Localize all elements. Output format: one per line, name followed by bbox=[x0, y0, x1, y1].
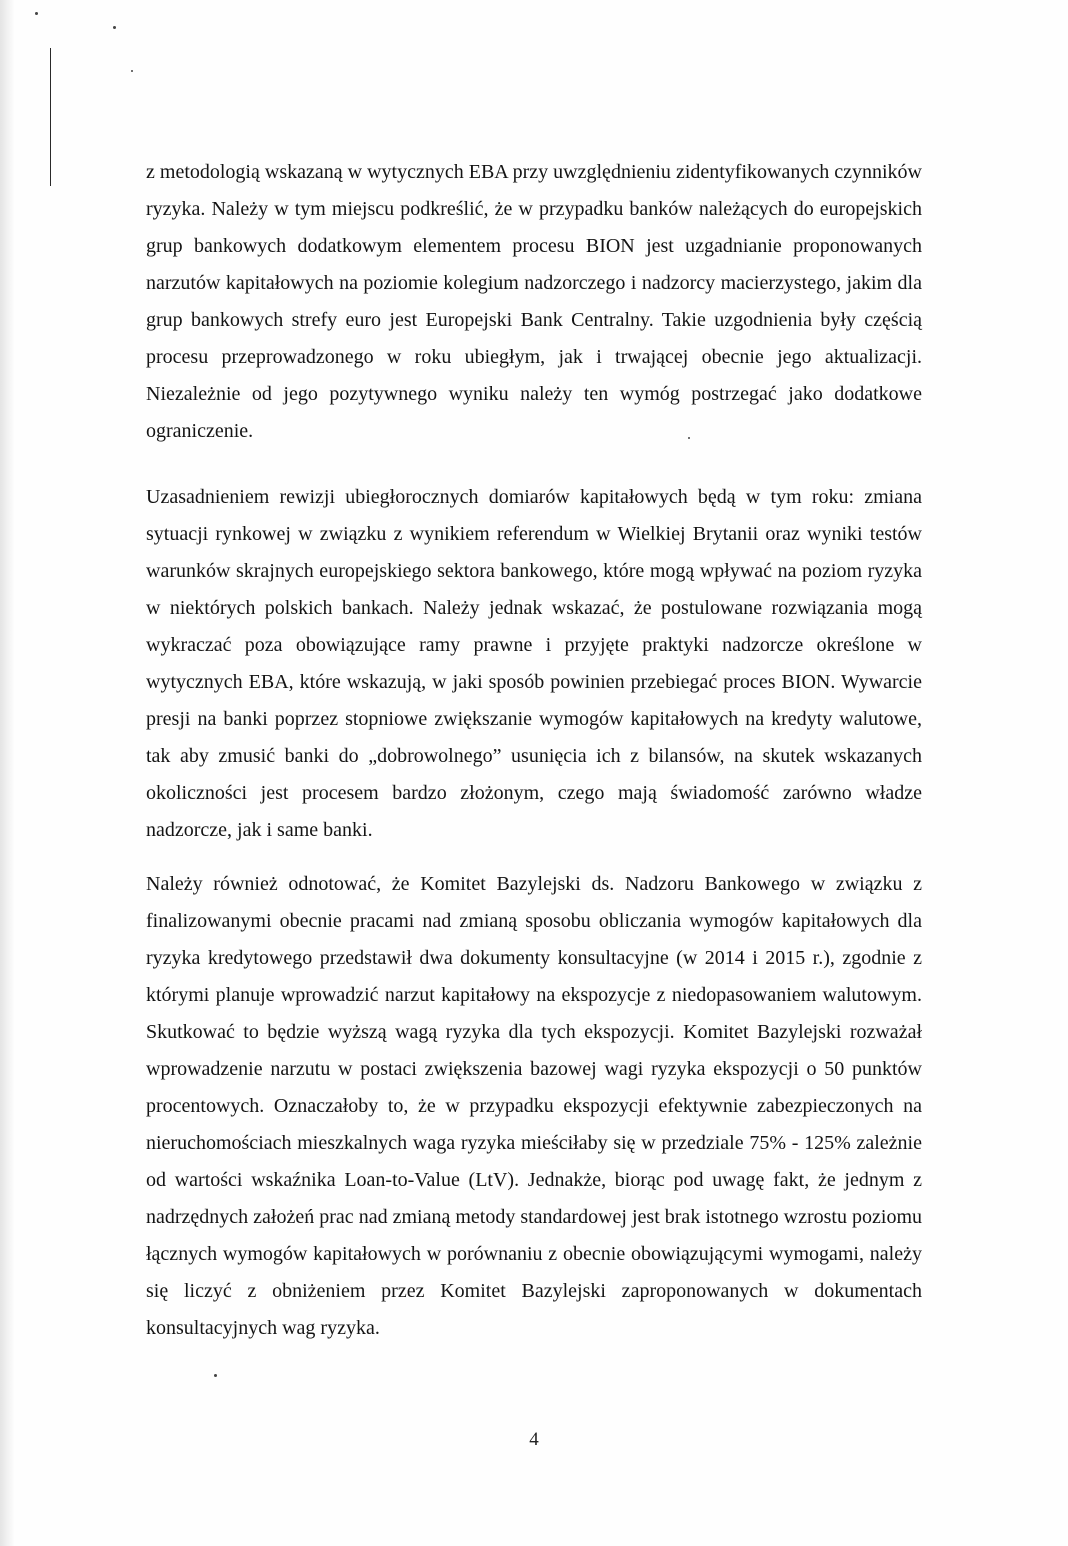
scan-speck bbox=[113, 26, 116, 29]
paragraph: Uzasadnieniem rewizji ubiegłorocznych domiarów kapitałowych będą w tym roku: zmiana sytuacji rynkowej w związku z wynikiem referendum w Wielkiej Brytanii oraz wyniki testów warunków skrajnych europejskiego sektora bankowego, które mogą wpływać na poziom ryzyka w niektórych polskich bankach. Należy jednak wskazać, że postulowane rozwiązania mogą wykraczać poza obowiązujące ramy prawne i przyjęte praktyki nadzorcze określone w wytycznych EBA, które wskazują, w jaki sposób powinien przebiegać proces BION. Wywarcie presji na banki poprzez stopniowe zwiększanie wymogów kapitałowych na kredyty walutowe, tak aby zmusić banki do „dobrowolnego” usunięcia ich z bilansów, na skutek wskazanych okoliczności jest procesem bardzo złożonym, czego mają świadomość zarówno władze nadzorcze, jak i same banki. bbox=[146, 486, 922, 841]
scan-speck bbox=[214, 1374, 217, 1377]
page-number: 4 bbox=[529, 1429, 539, 1450]
scan-speck bbox=[131, 70, 133, 72]
scan-speck bbox=[35, 12, 38, 15]
margin-line bbox=[50, 48, 51, 186]
paragraph: z metodologią wskazaną w wytycznych EBA przy uwzględnieniu zidentyfikowanych czynników ryzyka. Należy w tym miejscu podkreślić, że w przypadku banków należących do europejskich grup bankowych dodatkowym elementem procesu BION jest uzgadnianie proponowanych narzutów kapitałowych na poziomie kolegium nadzorczego i nadzorcy macierzystego, jakim dla grup bankowych strefy euro jest Europejski Bank Centralny. Takie uzgodnienia były częścią procesu przeprowadzonego w roku ubiegłym, jak i trwającej obecnie jego aktualizacji. Niezależnie od jego pozytywnego wyniku należy ten wymóg postrzegać jako dodatkowe ograniczenie. bbox=[146, 161, 922, 442]
paragraph: Należy również odnotować, że Komitet Bazylejski ds. Nadzoru Bankowego w związku z finalizowanymi obecnie pracami nad zmianą sposobu obliczania wymogów kapitałowych dla ryzyka kredytowego przedstawił dwa dokumenty konsultacyjne (w 2014 i 2015 r.), zgodnie z którymi planuje wprowadzić narzut kapitałowy na ekspozycje z niedopasowaniem walutowym. Skutkować to będzie wyższą wagą ryzyka dla tych ekspozycji. Komitet Bazylejski rozważał wprowadzenie narzutu w postaci zwiększenia bazowej wagi ryzyka ekspozycji o 50 punktów procentowych. Oznaczałoby to, że w przypadku ekspozycji efektywnie zabezpieczonych na nieruchomościach mieszkalnych waga ryzyka mieściłaby się w przedziale 75% - 125% zależnie od wartości wskaźnika Loan-to-Value (LtV). Jednakże, biorąc pod uwagę fakt, że jednym z nadrzędnych założeń prac nad zmianą metody standardowej jest brak istotnego wzrostu poziomu łącznych wymogów kapitałowych w porównaniu z obecnie obowiązującymi wymogami, należy się liczyć z obniżeniem przez Komitet Bazylejski zaproponowanych w dokumentach konsultacyjnych wag ryzyka. bbox=[146, 873, 922, 1339]
scan-edge-shadow bbox=[0, 0, 14, 1546]
